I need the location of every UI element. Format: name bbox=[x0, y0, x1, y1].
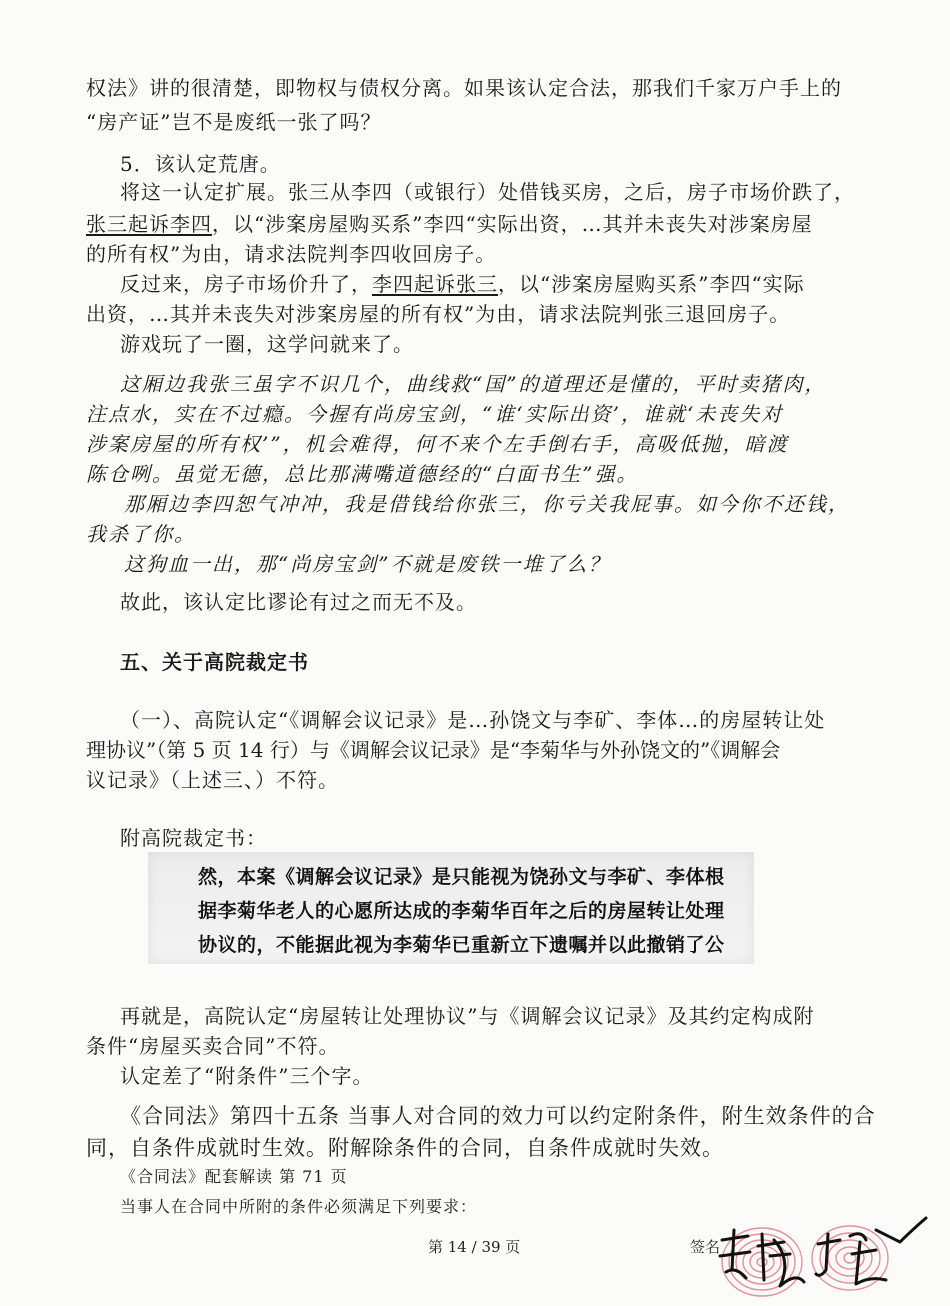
paragraph-line bbox=[86, 210, 813, 238]
reference-line: 当事人在合同中所附的条件必须满足下列要求： bbox=[120, 1197, 478, 1216]
paragraph-line: （一）、高院认定“《调解会议记录》是…孙饶文与李矿、李体…的房屋转让处 bbox=[120, 708, 826, 732]
paragraph-line: 理协议”（第 5 页 14 行）与《调解会议记录》是“李菊华与外孙饶文的”《调解会 bbox=[86, 738, 781, 762]
reference-line: 《合同法》配套解读 第 71 页 bbox=[120, 1167, 348, 1186]
paragraph-text: ，以“涉案房屋购买系”李四“实际出资，…其并未丧失对涉案房屋 bbox=[212, 212, 813, 236]
quote-line: 据李菊华老人的心愿所达成的李菊华百年之后的房屋转让处理 bbox=[198, 900, 725, 922]
italic-line: 陈仓咧。虽觉无德，总比那满嘴道德经的“白面书生”强。 bbox=[86, 462, 639, 486]
italic-line: 这狗血一出，那“尚房宝剑”不就是废铁一堆了么？ bbox=[124, 552, 611, 576]
quote-line: 协议的，不能据此视为李菊华已重新立下遗嘱并以此撤销了公 bbox=[198, 934, 725, 956]
paragraph-text: ，以“涉案房屋购买系”李四“实际 bbox=[498, 272, 805, 296]
page-number: 第 14 / 39 页 bbox=[428, 1238, 521, 1256]
paragraph-line: 再就是，高院认定“房屋转让处理协议”与《调解会议记录》及其约定构成附 bbox=[120, 1004, 815, 1028]
paragraph-line: 条件“房屋买卖合同”不符。 bbox=[86, 1034, 340, 1058]
signature-label: 签名 bbox=[690, 1238, 721, 1256]
quote-line: 然，本案《调解会议记录》是只能视为饶孙文与李矿、李体根 bbox=[198, 866, 725, 888]
paragraph-line: 出资，…其并未丧失对涉案房屋的所有权”为由，请求法院判张三退回房子。 bbox=[86, 302, 791, 326]
paragraph-line bbox=[120, 270, 805, 298]
paragraph-line: 游戏玩了一圈，这学问就来了。 bbox=[120, 332, 414, 356]
paragraph-line: 权法》讲的很清楚，即物权与债权分离。如果该认定合法，那我们千家万户手上的 bbox=[86, 76, 842, 100]
paragraph-line: 《合同法》第四十五条 当事人对合同的效力可以约定附条件，附生效条件的合 bbox=[120, 1104, 876, 1128]
underlined-text: 李四起诉张三 bbox=[372, 272, 498, 296]
paragraph-line: 将这一认定扩展。张三从李四（或银行）处借钱买房，之后，房子市场价跌了， bbox=[120, 180, 855, 204]
italic-line: 注点水，实在不过瘾。今握有尚房宝剑，“谁‘实际出资’，谁就‘未丧失对 bbox=[86, 402, 784, 426]
paragraph-line: 5．该认定荒唐。 bbox=[120, 152, 281, 176]
quoted-ruling-scan bbox=[148, 852, 754, 964]
paragraph-line: 认定差了“附条件”三个字。 bbox=[120, 1064, 374, 1088]
italic-line: 涉案房屋的所有权’”，机会难得，何不来个左手倒右手，高吸低抛，暗渡 bbox=[86, 432, 789, 456]
italic-line: 那厢边李四恕气冲冲，我是借钱给你张三，你亏关我屁事。如今你不还钱， bbox=[124, 492, 850, 516]
paragraph-line: 故此，该认定比谬论有过之而无不及。 bbox=[120, 590, 477, 614]
paragraph-line: 附高院裁定书： bbox=[120, 826, 267, 850]
italic-line: 我杀了你。 bbox=[86, 522, 196, 546]
paragraph-text: 反过来，房子市场价升了， bbox=[120, 272, 372, 296]
underlined-text: 张三起诉李四 bbox=[86, 212, 212, 236]
paragraph-line: “房产证”岂不是废纸一张了吗？ bbox=[86, 110, 382, 134]
italic-line: 这厢边我张三虽字不识几个，曲线救“国”的道理还是懂的，平时卖猪肉， bbox=[120, 372, 827, 396]
paragraph-line: 议记录》（上述三、）不符。 bbox=[86, 768, 339, 792]
paragraph-line: 同，自条件成就时生效。附解除条件的合同，自条件成就时失效。 bbox=[86, 1136, 724, 1160]
section-heading: 五、关于高院裁定书 bbox=[120, 650, 309, 674]
signature-with-fingerprint bbox=[700, 1200, 940, 1304]
paragraph-line: 的所有权”为由，请求法院判李四收回房子。 bbox=[86, 242, 497, 266]
